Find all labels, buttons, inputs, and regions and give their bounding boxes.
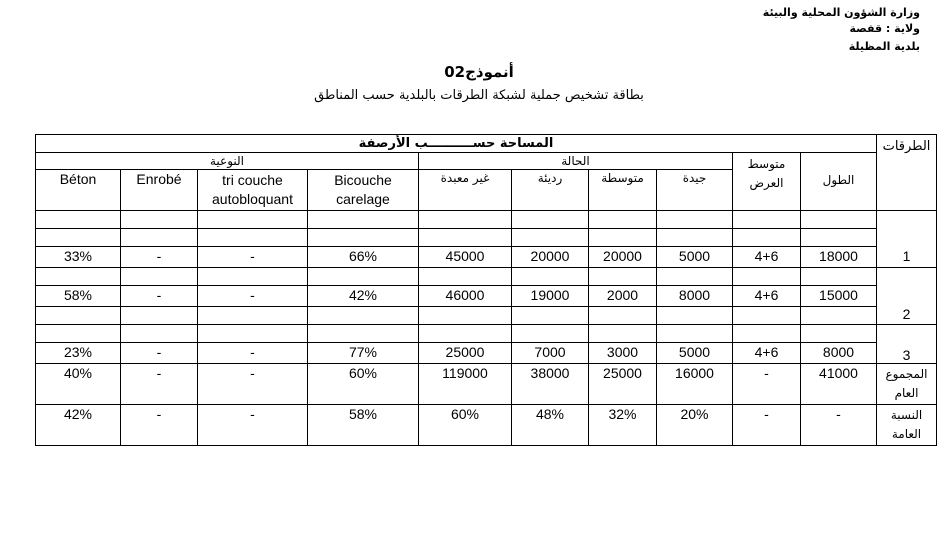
spacer-row xyxy=(36,229,937,247)
road-number: 1 xyxy=(877,211,937,268)
road-number: 2 xyxy=(877,268,937,325)
tricouche-cell: - xyxy=(198,247,308,268)
unpaved-cell: 45000 xyxy=(419,247,512,268)
good-cell: 20% xyxy=(657,405,733,446)
length-cell: 8000 xyxy=(801,343,877,364)
good-cell: 8000 xyxy=(657,286,733,307)
spacer-row xyxy=(36,307,937,325)
ratio-row xyxy=(36,405,937,446)
enrobe-cell: - xyxy=(121,343,198,364)
municipality-label: بلدية المظيلة xyxy=(848,40,920,53)
roads-diagnosis-table xyxy=(35,134,937,446)
poor-cell: 38000 xyxy=(512,364,589,405)
poor-cell: 7000 xyxy=(512,343,589,364)
header-row-groups xyxy=(36,153,937,170)
beton-cell: 42% xyxy=(36,405,121,446)
state-unpaved-header: غير معبدة xyxy=(419,170,512,211)
col-avg-width-header: متوسط العرض xyxy=(733,153,801,211)
poor-cell: 48% xyxy=(512,405,589,446)
area-header: المساحة حســــــــــب الأرصفة xyxy=(36,135,877,153)
length-cell: - xyxy=(801,405,877,446)
tricouche-cell: - xyxy=(198,405,308,446)
spacer-row xyxy=(36,211,937,229)
bicouche-cell: 60% xyxy=(308,364,419,405)
tricouche-cell: - xyxy=(198,364,308,405)
group-state-header: الحالة xyxy=(419,153,733,170)
unpaved-cell: 60% xyxy=(419,405,512,446)
group-type-header: النوعية xyxy=(36,153,419,170)
good-cell: 5000 xyxy=(657,247,733,268)
good-cell: 5000 xyxy=(657,343,733,364)
ratio-label: النسبة العامة xyxy=(877,405,937,446)
bicouche-cell: 42% xyxy=(308,286,419,307)
ministry-label: وزارة الشؤون المحلية والبيئة xyxy=(762,6,920,19)
type-enrobe-header: Enrobé xyxy=(121,170,198,211)
beton-cell: 40% xyxy=(36,364,121,405)
form-subtitle-text: بطاقة تشخيص جملية لشبكة الطرقات بالبلدية حسب المناطق xyxy=(314,88,644,103)
state-good-header: جيدة xyxy=(657,170,733,211)
form-title xyxy=(0,63,948,81)
table-row xyxy=(36,286,937,307)
wilaya-label: ولاية : قفصة xyxy=(849,22,920,35)
width-cell: - xyxy=(733,364,801,405)
bicouche-cell: 77% xyxy=(308,343,419,364)
enrobe-cell: - xyxy=(121,286,198,307)
table-row xyxy=(36,247,937,268)
road-number: 3 xyxy=(877,325,937,364)
poor-cell: 19000 xyxy=(512,286,589,307)
total-row xyxy=(36,364,937,405)
type-beton-header: Béton xyxy=(36,170,121,211)
form-subtitle xyxy=(0,88,948,103)
medium-cell: 3000 xyxy=(589,343,657,364)
width-cell: 4+6 xyxy=(733,286,801,307)
header-row-area xyxy=(36,135,937,153)
unpaved-cell: 119000 xyxy=(419,364,512,405)
form-title-text: أنموذج02 xyxy=(444,63,514,81)
state-poor-header: رديئة xyxy=(512,170,589,211)
spacer-row xyxy=(36,325,937,343)
enrobe-cell: - xyxy=(121,405,198,446)
length-cell: 41000 xyxy=(801,364,877,405)
enrobe-cell: - xyxy=(121,364,198,405)
type-tricouche-header: tri couche autobloquant xyxy=(198,170,308,211)
beton-cell: 33% xyxy=(36,247,121,268)
medium-cell: 25000 xyxy=(589,364,657,405)
width-cell: 4+6 xyxy=(733,247,801,268)
width-cell: - xyxy=(733,405,801,446)
table-row xyxy=(36,343,937,364)
col-length-header: الطول xyxy=(801,153,877,211)
state-medium-header: متوسطة xyxy=(589,170,657,211)
good-cell: 16000 xyxy=(657,364,733,405)
type-bicouche-header: Bicouche carelage xyxy=(308,170,419,211)
tricouche-cell: - xyxy=(198,343,308,364)
bicouche-cell: 58% xyxy=(308,405,419,446)
unpaved-cell: 25000 xyxy=(419,343,512,364)
medium-cell: 32% xyxy=(589,405,657,446)
tricouche-cell: - xyxy=(198,286,308,307)
spacer-row xyxy=(36,268,937,286)
total-label: المجموع العام xyxy=(877,364,937,405)
beton-cell: 58% xyxy=(36,286,121,307)
beton-cell: 23% xyxy=(36,343,121,364)
poor-cell: 20000 xyxy=(512,247,589,268)
bicouche-cell: 66% xyxy=(308,247,419,268)
width-cell: 4+6 xyxy=(733,343,801,364)
enrobe-cell: - xyxy=(121,247,198,268)
length-cell: 15000 xyxy=(801,286,877,307)
col-roads-header: الطرقات xyxy=(877,135,937,211)
medium-cell: 20000 xyxy=(589,247,657,268)
length-cell: 18000 xyxy=(801,247,877,268)
medium-cell: 2000 xyxy=(589,286,657,307)
unpaved-cell: 46000 xyxy=(419,286,512,307)
